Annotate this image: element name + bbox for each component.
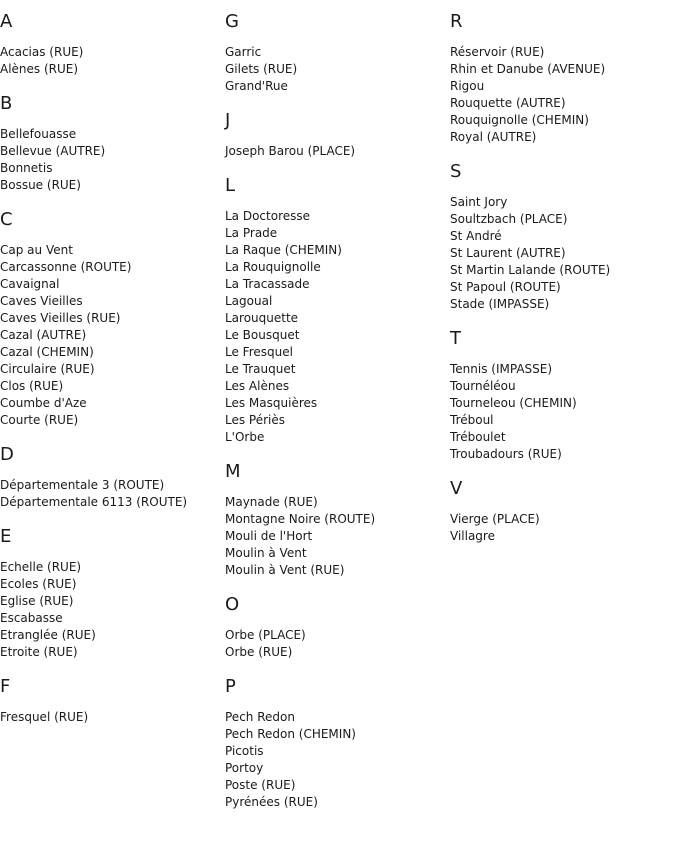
street-link[interactable]: Les Alènes bbox=[225, 379, 290, 393]
street-link[interactable]: Caves Vieilles (RUE) bbox=[0, 311, 121, 325]
street-list-item bbox=[450, 528, 674, 545]
street-list-item bbox=[225, 344, 449, 361]
letter-section bbox=[225, 593, 449, 661]
street-list-item bbox=[225, 494, 449, 511]
section-letter-heading: J bbox=[225, 110, 231, 131]
street-list bbox=[225, 44, 449, 95]
street-link[interactable]: Orbe (PLACE) bbox=[225, 628, 306, 642]
street-list-item bbox=[0, 559, 224, 576]
street-link[interactable]: Rouquette (AUTRE) bbox=[450, 96, 566, 110]
street-list-item bbox=[225, 412, 449, 429]
street-list-item bbox=[225, 225, 449, 242]
letter-section bbox=[0, 10, 224, 78]
street-list-item bbox=[450, 245, 674, 262]
street-list-item bbox=[450, 361, 674, 378]
letter-section bbox=[0, 675, 224, 726]
street-list-item bbox=[0, 378, 224, 395]
street-link[interactable]: Les Masquières bbox=[225, 396, 318, 410]
section-letter-heading: P bbox=[225, 676, 236, 697]
letter-section bbox=[450, 477, 674, 545]
street-list-item bbox=[450, 429, 674, 446]
street-list-item bbox=[0, 242, 224, 259]
street-link[interactable]: Départementale 3 (ROUTE) bbox=[0, 478, 165, 492]
street-list-item bbox=[450, 95, 674, 112]
street-list-item bbox=[0, 644, 224, 661]
street-list-item bbox=[0, 310, 224, 327]
street-list-item bbox=[450, 228, 674, 245]
street-link[interactable]: Echelle (RUE) bbox=[0, 560, 82, 574]
street-link[interactable]: La Rouquignolle bbox=[225, 260, 321, 274]
street-link[interactable]: St André bbox=[450, 229, 502, 243]
street-list bbox=[450, 361, 674, 463]
street-list-item bbox=[225, 743, 449, 760]
street-link[interactable]: Orbe (RUE) bbox=[225, 645, 293, 659]
street-list-item bbox=[0, 276, 224, 293]
street-list-item bbox=[0, 126, 224, 143]
street-list-item bbox=[225, 61, 449, 78]
street-list-item bbox=[450, 395, 674, 412]
street-list-item bbox=[450, 279, 674, 296]
street-list-item bbox=[225, 511, 449, 528]
street-link[interactable]: Tréboulet bbox=[450, 430, 506, 444]
street-list-item bbox=[225, 726, 449, 743]
street-list-item bbox=[225, 276, 449, 293]
letter-section bbox=[450, 10, 674, 146]
street-list-item bbox=[450, 296, 674, 313]
street-link[interactable]: Montagne Noire (ROUTE) bbox=[225, 512, 376, 526]
street-list-item bbox=[225, 78, 449, 95]
street-list bbox=[225, 709, 449, 811]
street-link[interactable]: Grand'Rue bbox=[225, 79, 288, 93]
street-link[interactable]: Poste (RUE) bbox=[225, 778, 296, 792]
street-list-item bbox=[450, 112, 674, 129]
street-link[interactable]: La Raque (CHEMIN) bbox=[225, 243, 342, 257]
street-link[interactable]: Pech Redon (CHEMIN) bbox=[225, 727, 356, 741]
section-letter-heading: D bbox=[0, 444, 14, 465]
street-list-item bbox=[225, 143, 449, 160]
street-link[interactable]: Maynade (RUE) bbox=[225, 495, 318, 509]
street-list bbox=[450, 194, 674, 313]
letter-section bbox=[450, 327, 674, 463]
street-link[interactable]: Rouquignolle (CHEMIN) bbox=[450, 113, 589, 127]
section-letter-heading: F bbox=[0, 676, 11, 697]
street-index-column-3 bbox=[450, 10, 674, 559]
letter-section bbox=[225, 109, 449, 160]
letter-section bbox=[225, 174, 449, 446]
street-list-item bbox=[225, 794, 449, 811]
section-letter-heading: T bbox=[450, 328, 461, 349]
street-link[interactable]: Vierge (PLACE) bbox=[450, 512, 540, 526]
street-list-item bbox=[0, 327, 224, 344]
street-list-item bbox=[450, 378, 674, 395]
street-link[interactable]: Cavaignal bbox=[0, 277, 60, 291]
letter-section bbox=[450, 160, 674, 313]
street-link[interactable]: Cap au Vent bbox=[0, 243, 73, 257]
street-link[interactable]: Le Bousquet bbox=[225, 328, 300, 342]
section-letter-heading: A bbox=[0, 11, 13, 32]
section-letter-heading: B bbox=[0, 93, 13, 114]
street-link[interactable]: Garric bbox=[225, 45, 262, 59]
street-link[interactable]: Courte (RUE) bbox=[0, 413, 79, 427]
street-list-item bbox=[0, 361, 224, 378]
street-link[interactable]: La Tracassade bbox=[225, 277, 310, 291]
street-list-item bbox=[450, 61, 674, 78]
street-link[interactable]: Départementale 6113 (ROUTE) bbox=[0, 495, 188, 509]
letter-section bbox=[0, 525, 224, 661]
street-list-item bbox=[225, 562, 449, 579]
street-link[interactable]: Eglise (RUE) bbox=[0, 594, 74, 608]
street-list-item bbox=[450, 511, 674, 528]
street-link[interactable]: Cazal (CHEMIN) bbox=[0, 345, 94, 359]
street-list-item bbox=[0, 412, 224, 429]
street-list-item bbox=[225, 777, 449, 794]
section-letter-heading: M bbox=[225, 461, 241, 482]
street-list-item bbox=[225, 760, 449, 777]
street-list-item bbox=[450, 194, 674, 211]
street-link[interactable]: La Prade bbox=[225, 226, 278, 240]
street-link[interactable]: Les Périès bbox=[225, 413, 286, 427]
street-link[interactable]: La Doctoresse bbox=[225, 209, 311, 223]
section-letter-heading: V bbox=[450, 478, 463, 499]
street-list-item bbox=[225, 429, 449, 446]
street-link[interactable]: Troubadours (RUE) bbox=[450, 447, 562, 461]
street-list bbox=[0, 126, 224, 194]
street-list-item bbox=[0, 344, 224, 361]
street-link[interactable]: St Martin Lalande (ROUTE) bbox=[450, 263, 611, 277]
street-list-item bbox=[0, 293, 224, 310]
street-list-item bbox=[0, 477, 224, 494]
letter-section bbox=[0, 208, 224, 429]
street-link[interactable]: Tourneleou (CHEMIN) bbox=[450, 396, 577, 410]
street-list-item bbox=[225, 378, 449, 395]
street-link[interactable]: Moulin à Vent bbox=[225, 546, 307, 560]
street-index-column-1 bbox=[0, 10, 224, 740]
street-list-item bbox=[0, 395, 224, 412]
street-list-item bbox=[450, 129, 674, 146]
street-link[interactable]: Picotis bbox=[225, 744, 264, 758]
street-link[interactable]: L'Orbe bbox=[225, 430, 265, 444]
street-link[interactable]: Pyrénées (RUE) bbox=[225, 795, 318, 809]
street-link[interactable]: Joseph Barou (PLACE) bbox=[225, 144, 356, 158]
street-link[interactable]: Escabasse bbox=[0, 611, 63, 625]
street-link[interactable]: Coumbe d'Aze bbox=[0, 396, 87, 410]
street-link[interactable]: Etroite (RUE) bbox=[0, 645, 78, 659]
letter-section bbox=[225, 10, 449, 95]
street-list-item bbox=[225, 644, 449, 661]
street-link[interactable]: Etranglée (RUE) bbox=[0, 628, 96, 642]
street-list-item bbox=[225, 545, 449, 562]
street-link[interactable]: Moulin à Vent (RUE) bbox=[225, 563, 345, 577]
street-link[interactable]: Soultzbach (PLACE) bbox=[450, 212, 568, 226]
street-link[interactable]: Bossue (RUE) bbox=[0, 178, 81, 192]
street-link[interactable]: Bellefouasse bbox=[0, 127, 77, 141]
street-list-item bbox=[0, 627, 224, 644]
street-list-item bbox=[0, 160, 224, 177]
street-list bbox=[225, 208, 449, 446]
section-letter-heading: O bbox=[225, 594, 240, 615]
street-link[interactable]: Bellevue (AUTRE) bbox=[0, 144, 106, 158]
street-link[interactable]: Fresquel (RUE) bbox=[0, 710, 89, 724]
street-list-item bbox=[225, 528, 449, 545]
street-list-item bbox=[0, 177, 224, 194]
street-list-item bbox=[450, 211, 674, 228]
street-list-item bbox=[0, 494, 224, 511]
street-list-item bbox=[225, 293, 449, 310]
street-link[interactable]: Villagre bbox=[450, 529, 495, 543]
section-letter-heading: R bbox=[450, 11, 463, 32]
street-list-item bbox=[225, 361, 449, 378]
street-list-item bbox=[0, 610, 224, 627]
street-list bbox=[225, 143, 449, 160]
street-link[interactable]: Gilets (RUE) bbox=[225, 62, 298, 76]
street-list-item bbox=[225, 395, 449, 412]
street-link[interactable]: Tennis (IMPASSE) bbox=[450, 362, 553, 376]
street-list-item bbox=[225, 259, 449, 276]
section-letter-heading: G bbox=[225, 11, 239, 32]
street-list-item bbox=[450, 412, 674, 429]
street-list-item bbox=[225, 208, 449, 225]
street-link[interactable]: Cazal (AUTRE) bbox=[0, 328, 87, 342]
street-link[interactable]: St Papoul (ROUTE) bbox=[450, 280, 561, 294]
street-link[interactable]: Réservoir (RUE) bbox=[450, 45, 545, 59]
section-letter-heading: E bbox=[0, 526, 12, 547]
street-link[interactable]: Rhin et Danube (AVENUE) bbox=[450, 62, 606, 76]
street-list bbox=[0, 44, 224, 78]
street-link[interactable]: Saint Jory bbox=[450, 195, 508, 209]
street-list-item bbox=[450, 262, 674, 279]
letter-section bbox=[225, 675, 449, 811]
street-link[interactable]: Le Trauquet bbox=[225, 362, 296, 376]
street-link[interactable]: Bonnetis bbox=[0, 161, 53, 175]
street-list bbox=[225, 494, 449, 579]
street-list bbox=[450, 44, 674, 146]
street-list-item bbox=[450, 446, 674, 463]
street-link[interactable]: Clos (RUE) bbox=[0, 379, 64, 393]
street-link[interactable]: Carcassonne (ROUTE) bbox=[0, 260, 132, 274]
street-link[interactable]: Mouli de l'Hort bbox=[225, 529, 313, 543]
street-list-item bbox=[225, 44, 449, 61]
street-link[interactable]: Stade (IMPASSE) bbox=[450, 297, 550, 311]
street-list-item bbox=[0, 709, 224, 726]
letter-section bbox=[0, 92, 224, 194]
street-link[interactable]: Portoy bbox=[225, 761, 264, 775]
street-list-item bbox=[0, 259, 224, 276]
street-link[interactable]: Alènes (RUE) bbox=[0, 62, 79, 76]
street-index-column-2 bbox=[225, 10, 449, 825]
street-list-item bbox=[0, 61, 224, 78]
street-list-item bbox=[225, 627, 449, 644]
street-list-item bbox=[225, 310, 449, 327]
street-list bbox=[0, 477, 224, 511]
street-link[interactable]: Acacias (RUE) bbox=[0, 45, 84, 59]
street-link[interactable]: Lagoual bbox=[225, 294, 273, 308]
street-link[interactable]: Rigou bbox=[450, 79, 485, 93]
section-letter-heading: L bbox=[225, 175, 236, 196]
street-list bbox=[0, 559, 224, 661]
street-link[interactable]: Pech Redon bbox=[225, 710, 295, 724]
street-list-item bbox=[225, 709, 449, 726]
street-list-item bbox=[450, 44, 674, 61]
street-link[interactable]: St Laurent (AUTRE) bbox=[450, 246, 566, 260]
letter-section bbox=[225, 460, 449, 579]
street-list-item bbox=[225, 327, 449, 344]
street-list-item bbox=[225, 242, 449, 259]
letter-section bbox=[0, 443, 224, 511]
street-list bbox=[450, 511, 674, 545]
street-link[interactable]: Circulaire (RUE) bbox=[0, 362, 95, 376]
street-link[interactable]: Caves Vieilles bbox=[0, 294, 83, 308]
street-link[interactable]: Royal (AUTRE) bbox=[450, 130, 537, 144]
street-list-item bbox=[0, 143, 224, 160]
street-link[interactable]: Ecoles (RUE) bbox=[0, 577, 77, 591]
street-list bbox=[0, 242, 224, 429]
street-list bbox=[225, 627, 449, 661]
street-list bbox=[0, 709, 224, 726]
street-list-item bbox=[450, 78, 674, 95]
street-list-item bbox=[0, 593, 224, 610]
street-link[interactable]: Larouquette bbox=[225, 311, 299, 325]
street-link[interactable]: Tréboul bbox=[450, 413, 494, 427]
section-letter-heading: C bbox=[0, 209, 13, 230]
street-link[interactable]: Le Fresquel bbox=[225, 345, 293, 359]
street-list-item bbox=[0, 44, 224, 61]
section-letter-heading: S bbox=[450, 161, 462, 182]
street-link[interactable]: Tournéléou bbox=[450, 379, 516, 393]
street-list-item bbox=[0, 576, 224, 593]
